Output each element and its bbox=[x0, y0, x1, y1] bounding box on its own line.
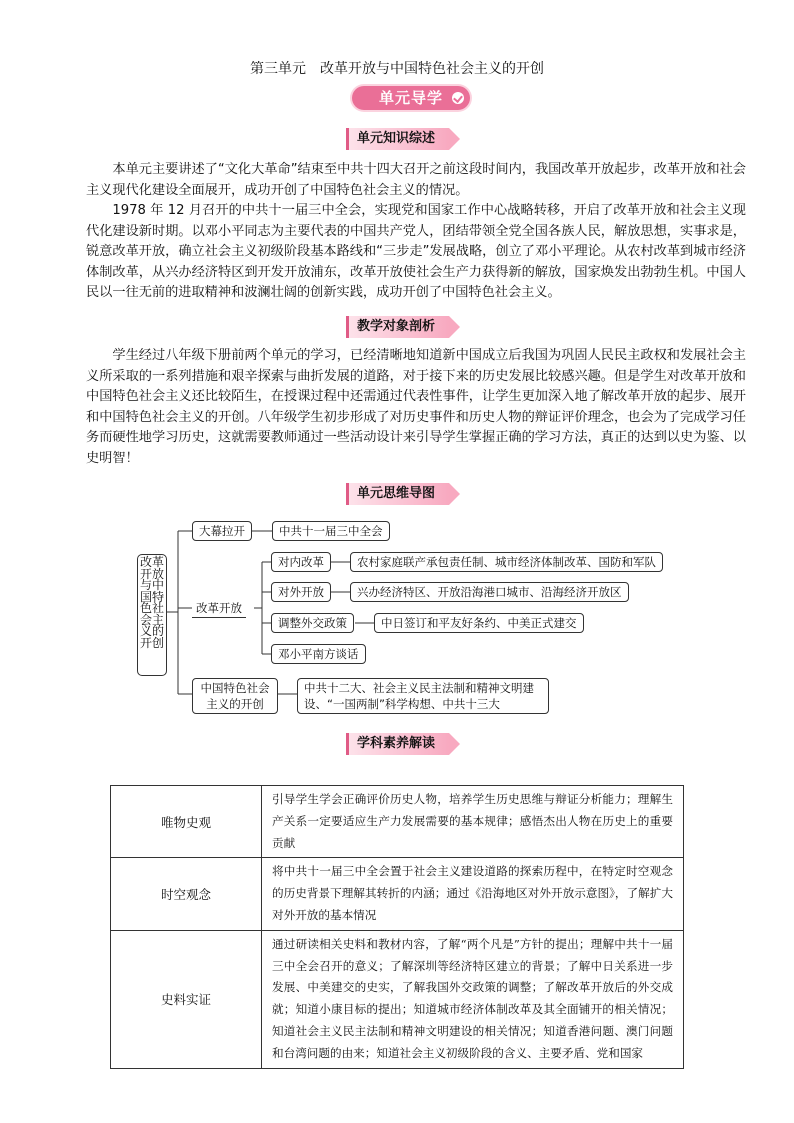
literacy-table bbox=[110, 785, 684, 1069]
literacy-value: 将中共十一届三中全会置于社会主义建设道路的探索历程中，在特定时空观念的历史背景下理解其转折的内涵；通过《沿海地区对外开放示意图》，了解扩大对外开放的基本情况 bbox=[262, 858, 684, 930]
unit-title: 第三单元 改革开放与中国特色社会主义的开创 bbox=[250, 61, 544, 77]
mindmap-item-foreign-policy: 调整外交政策 bbox=[271, 613, 354, 633]
section-heading-mindmap: 单元思维导图 bbox=[346, 483, 449, 505]
table-row bbox=[111, 930, 684, 1068]
table-row bbox=[111, 858, 684, 930]
literacy-key: 史料实证 bbox=[111, 930, 262, 1068]
section-heading-overview: 单元知识综述 bbox=[346, 128, 449, 150]
mindmap-leaf-plenum: 中共十一届三中全会 bbox=[272, 521, 390, 541]
mindmap-item-southern-tour: 邓小平南方谈话 bbox=[271, 644, 366, 664]
overview-paragraph: 本单元主要讲述了“文化大革命”结束至中共十四大召开之前这段时间内，我国改革开放起步，改革开放和社会主义现代化建设全面展开，成功开创了中国特色社会主义的情况。 bbox=[86, 162, 746, 198]
mindmap-branch-socialism: 中国特色社会主义的开创 bbox=[192, 678, 278, 714]
mindmap-leaf-socialism: 中共十二大、社会主义民主法制和精神文明建设、“一国两制”科学构想、中共十三大 bbox=[297, 678, 549, 714]
mindmap-branch-start: 大幕拉开 bbox=[192, 521, 252, 541]
section-heading-students: 教学对象剖析 bbox=[346, 316, 449, 338]
mindmap-leaf-domestic-reform: 农村家庭联产承包责任制、城市经济体制改革、国防和军队 bbox=[350, 552, 663, 572]
mindmap-root: 改革开放与中国特色社会主义的开创 bbox=[137, 554, 167, 676]
literacy-value: 通过研读相关史料和教材内容，了解“两个凡是”方针的提出；理解中共十一届三中全会召开的意义；了解深圳等经济特区建立的背景；了解中日关系进一步发展、中美建交的史实，了解我国外交政策的调整；了解改革开放后的外交成就；知道小康目标的提出；知道城市经济体制改革及其全面铺开的相关情况；知道社会主义民主法制和精神文明建设的相关情况；知道香港问题、澳门问题和台湾问题的由来；知道社会主义初级阶段的含义、主要矛盾、党和国家 bbox=[262, 930, 684, 1068]
overview-paragraph: 1978 年 12 月召开的中共十一届三中全会，实现党和国家工作中心战略转移，开启了改革开放和社会主义现代化建设新时期。以邓小平同志为主要代表的中国共产党人，团结带领全党全国各族人民，解放思想，实事求是，锐意改革开放，确立社会主义初级阶段基本路线和“三步走”发展战略，创立了邓小平理论。从农村改革到城市经济体制改革，从兴办经济特区到开发开放浦东，改革开放使社会生产力获得新的解放，国家焕发出勃勃生机。中国人民以一往无前的进取精神和波澜壮阔的创新实践，成功开创了中国特色社会主义。 bbox=[86, 203, 746, 300]
mindmap-leaf-foreign-policy: 中日签订和平友好条约、中美正式建交 bbox=[374, 613, 584, 633]
banner-label: 单元导学 bbox=[378, 89, 443, 107]
section-heading-literacy: 学科素养解读 bbox=[346, 733, 449, 755]
literacy-key: 时空观念 bbox=[111, 858, 262, 930]
mindmap-item-opening: 对外开放 bbox=[271, 582, 331, 602]
table-row bbox=[111, 786, 684, 858]
students-paragraph: 学生经过八年级下册前两个单元的学习，已经清晰地知道新中国成立后我国为巩固人民民主政权和发展社会主义所采取的一系列措施和艰辛探索与曲折发展的道路，对于接下来的历史发展比较感兴趣。但是学生对改革开放和中国特色社会主义还比较陌生，在授课过程中还需通过代表性事件，让学生更加深入地了解改革开放的起步、展开和中国特色社会主义的开创。八年级学生初步形成了对历史事件和历史人物的辩证评价理念，也会为了完成学习任务而硬性地学习历史，这就需要教师通过一些活动设计来引导学生掌握正确的学习方法，真正的达到以史为鉴、以史明智！ bbox=[86, 348, 746, 466]
literacy-key: 唯物史观 bbox=[111, 786, 262, 858]
mindmap-item-domestic-reform: 对内改革 bbox=[271, 552, 331, 572]
mindmap-leaf-opening: 兴办经济特区、开放沿海港口城市、沿海经济开放区 bbox=[350, 582, 629, 602]
literacy-value: 引导学生学会正确评价历史人物，培养学生历史思维与辩证分析能力；理解生产关系一定要适应生产力发展需要的基本规律；感悟杰出人物在历史上的重要贡献 bbox=[262, 786, 684, 858]
mindmap-branch-reform: 改革开放 bbox=[192, 599, 246, 618]
